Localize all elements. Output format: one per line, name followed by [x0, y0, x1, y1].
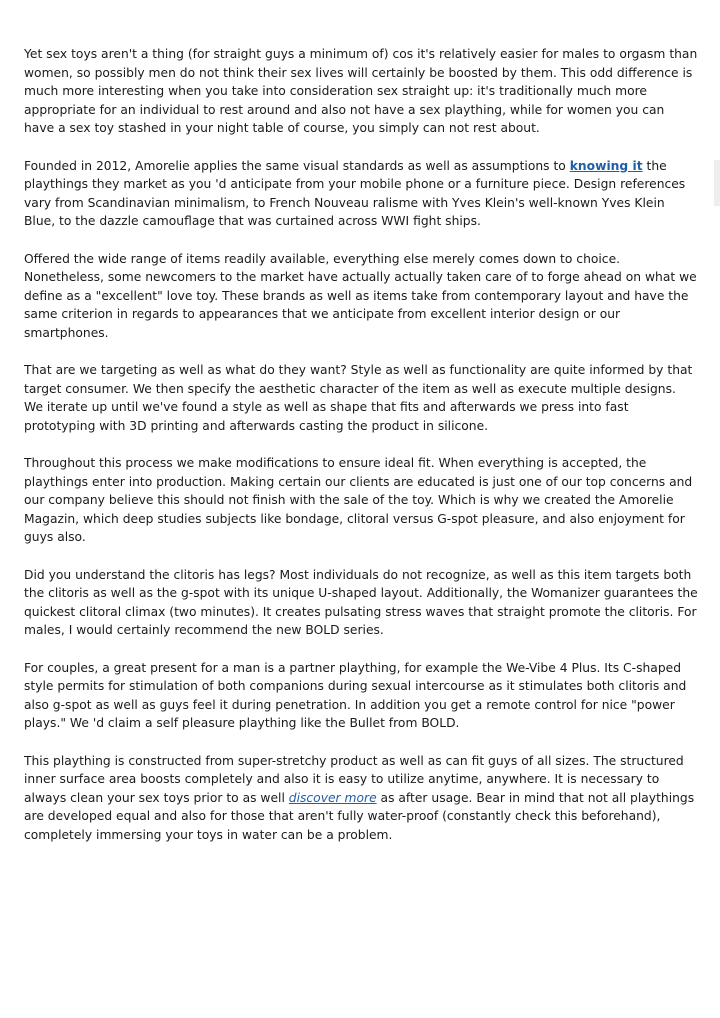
paragraph-5: Throughout this process we make modifications to ensure ideal fit. When everything is accepted, the playthings enter into production. Making certain our clients are educated is just one of our top concerns and our company believe this should not finish with the sale of the toy. Which is why we created the Amorelie Magazin, which deep studies subjects like bondage, clitoral versus G-spot pleasure, and also enjoyment for guys also. [24, 456, 693, 544]
discover-more-link[interactable]: discover more [288, 790, 377, 805]
paragraph-3: Offered the wide range of items readily available, everything else merely comes down to choice. Nonetheless, some newcomers to the market have actually actually taken care of to forge ahead on what we define as a "excellent" love toy. These brands as well as items take from contemporary layout and have the same criterion in regards to appearances that we anticipate from excellent interior design or our smartphones. [24, 251, 697, 340]
paragraph-2-text-before: Founded in 2012, Amorelie applies the same visual standards as well as assumptions to [24, 158, 570, 173]
page-edge-marker [714, 160, 720, 206]
document-body [24, 45, 698, 863]
paragraph-2 [24, 157, 698, 231]
paragraph-7: For couples, a great present for a man is a partner plaything, for example the We-Vibe 4 Plus. Its C-shaped style permits for stimulation of both companions during sexual intercourse as it stimulates both clitoris and also g-spot as well as guys feel it during penetration. In addition you get a remote control for nice "power plays." We 'd claim a self pleasure plaything like the Bullet from BOLD. [24, 660, 687, 730]
paragraph-8 [24, 752, 698, 845]
paragraph-2-text-after: the playthings they market as you 'd anticipate from your mobile phone or a furniture piece. Design references vary from Scandinavian minimalism, to French Nouveau ralisme with Yves Klein's well-known Yves Klein Blue, to the dazzle camouflage that was curtained across WWI fight ships. [24, 158, 686, 228]
paragraph-1: Yet sex toys aren't a thing (for straight guys a minimum of) cos it's relatively easier for males to orgasm than women, so possibly men do not think their sex lives will certainly be boosted by them. This odd difference is much more interesting when you take into consideration sex straight up: it's traditionally much more appropriate for an individual to rest around and also not have a sex plaything, while for women you can have a sex toy stashed in your night table of course, you simply can not rest about. [24, 47, 698, 135]
paragraph-4: That are we targeting as well as what do they want? Style as well as functionality are quite informed by that target consumer. We then specify the aesthetic character of the item as well as execute multiple designs. We iterate up until we've found a style as well as shape that fits and afterwards we press into fast prototyping with 3D printing and afterwards casting the product in silicone. [24, 363, 693, 433]
knowing-it-link[interactable]: knowing it [569, 158, 643, 173]
paragraph-8-text-after: as after usage. Bear in mind that not all playthings are developed equal and also for those that aren't fully water-proof (constantly check this beforehand), completely immersing your toys in water can be a problem. [24, 790, 695, 842]
paragraph-8-text-before: This plaything is constructed from super-stretchy product as well as can fit guys of all sizes. The structured inner surface area boosts completely and also it is easy to utilize anytime, anywhere. It is necessary to always clean your sex toys prior to as well [24, 753, 684, 805]
paragraph-6: Did you understand the clitoris has legs? Most individuals do not recognize, as well as this item targets both the clitoris as well as the g-spot with its unique U-shaped layout. Additionally, the Womanizer guarantees the quickest clitoral climax (two minutes). It creates pulsating stress waves that straight promote the clitoris. For males, I would certainly recommend the new BOLD series. [24, 567, 698, 637]
